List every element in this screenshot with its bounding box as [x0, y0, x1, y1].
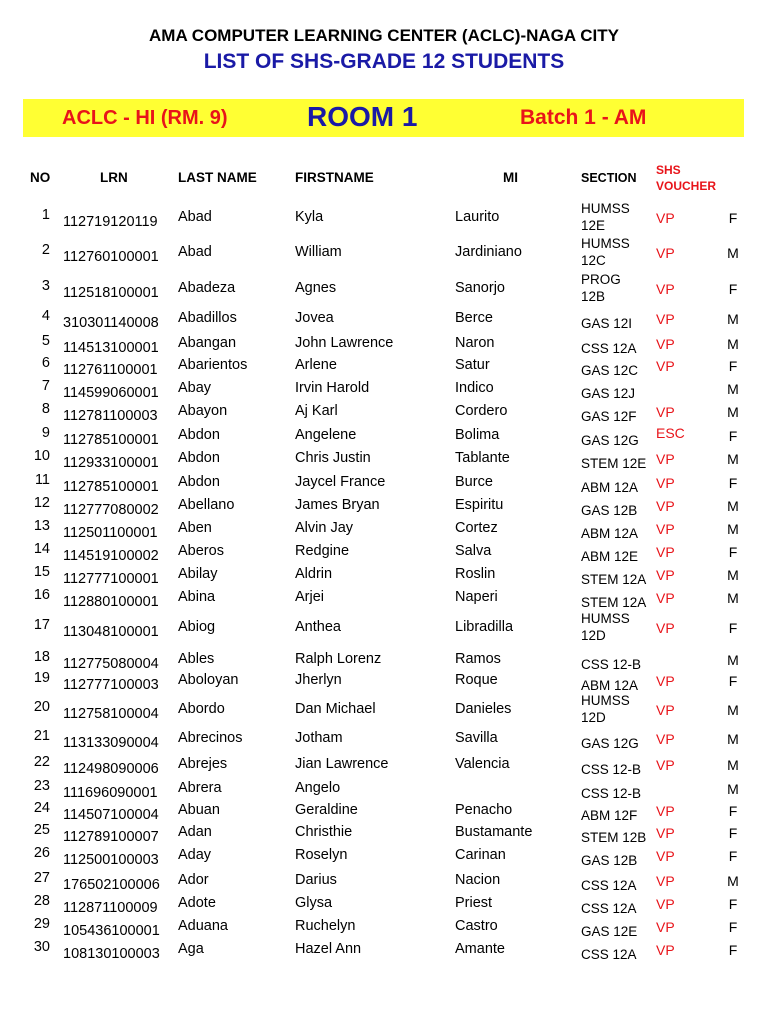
lrn-cell: 112777100001: [63, 571, 159, 587]
middle-name-cell: Valencia: [455, 756, 510, 772]
middle-name-cell: Castro: [455, 918, 498, 934]
voucher-cell: VP: [656, 848, 675, 864]
sex-cell: M: [727, 404, 739, 420]
row-number: 14: [33, 541, 50, 557]
row-number: 27: [33, 870, 50, 886]
middle-name-cell: Laurito: [455, 209, 500, 225]
last-name-cell: Abadeza: [178, 280, 236, 296]
first-name-cell: Roselyn: [295, 847, 348, 863]
sex-cell: M: [727, 336, 739, 352]
row-number: 15: [33, 564, 50, 580]
first-name-cell: Ruchelyn: [295, 918, 356, 934]
section-cell: HUMSS 12D: [581, 693, 630, 725]
voucher-cell: VP: [656, 942, 675, 958]
last-name-cell: Abangan: [178, 335, 237, 351]
section-cell: ABM 12E: [581, 549, 639, 564]
lrn-cell: 114599060001: [63, 385, 159, 401]
first-name-cell: John Lawrence: [295, 335, 394, 351]
voucher-cell: VP: [656, 336, 675, 352]
lrn-cell: 112777080002: [63, 502, 159, 518]
last-name-cell: Abordo: [178, 701, 225, 717]
lrn-cell: 112775080004: [63, 656, 159, 672]
voucher-cell: VP: [656, 498, 675, 514]
section-cell: GAS 12G: [581, 736, 639, 751]
voucher-cell: VP: [656, 673, 675, 689]
first-name-cell: Irvin Harold: [295, 380, 370, 396]
first-name-cell: William: [295, 244, 342, 260]
last-name-cell: Aday: [178, 847, 212, 863]
first-name-cell: Angelene: [295, 427, 357, 443]
lrn-cell: 112933100001: [63, 455, 159, 471]
section-cell: GAS 12B: [581, 853, 638, 868]
sex-cell: M: [727, 757, 739, 773]
sex-cell: M: [727, 781, 739, 797]
column-header-voucher: SHS VOUCHER: [656, 163, 717, 193]
middle-name-cell: Tablante: [455, 450, 510, 466]
section-cell: ABM 12F: [581, 808, 638, 823]
last-name-cell: Abrera: [178, 780, 222, 796]
column-header-last-name: LAST NAME: [178, 170, 257, 185]
sex-cell: M: [727, 873, 739, 889]
section-cell: ABM 12A: [581, 480, 639, 495]
section-cell: GAS 12J: [581, 386, 636, 401]
voucher-cell: VP: [656, 245, 675, 261]
middle-name-cell: Roslin: [455, 566, 496, 582]
first-name-cell: Darius: [295, 872, 337, 888]
voucher-cell: VP: [656, 590, 675, 606]
last-name-cell: Abayon: [178, 403, 228, 419]
middle-name-cell: Cortez: [455, 520, 498, 536]
first-name-cell: Jherlyn: [295, 672, 342, 688]
sex-cell: M: [727, 702, 739, 718]
sex-cell: F: [728, 544, 738, 560]
middle-name-cell: Satur: [455, 357, 490, 373]
first-name-cell: Agnes: [295, 280, 337, 296]
sex-cell: F: [728, 825, 738, 841]
section-cell: ABM 12A: [581, 678, 639, 693]
last-name-cell: Ables: [178, 651, 215, 667]
lrn-cell: 112760100001: [63, 249, 159, 265]
lrn-cell: 114519100002: [63, 548, 159, 564]
last-name-cell: Aben: [178, 520, 212, 536]
voucher-cell: VP: [656, 702, 675, 718]
middle-name-cell: Nacion: [455, 872, 501, 888]
row-number: 19: [33, 670, 50, 686]
sex-cell: M: [727, 652, 739, 668]
section-cell: GAS 12G: [581, 433, 639, 448]
first-name-cell: Jaycel France: [295, 474, 386, 490]
last-name-cell: Abad: [178, 209, 212, 225]
row-number: 10: [33, 448, 50, 464]
last-name-cell: Abad: [178, 244, 212, 260]
lrn-cell: 112880100001: [63, 594, 159, 610]
sex-cell: M: [727, 245, 739, 261]
last-name-cell: Adan: [178, 824, 212, 840]
section-cell: GAS 12C: [581, 363, 639, 378]
section-cell: CSS 12-B: [581, 786, 642, 801]
lrn-cell: 112761100001: [63, 362, 158, 378]
sex-cell: M: [727, 451, 739, 467]
middle-name-cell: Burce: [455, 474, 493, 490]
middle-name-cell: Bolima: [455, 427, 500, 443]
first-name-cell: Geraldine: [295, 802, 358, 818]
sex-cell: F: [728, 673, 738, 689]
first-name-cell: Alvin Jay: [295, 520, 354, 536]
section-cell: HUMSS 12D: [581, 611, 630, 643]
row-number: 1: [41, 207, 50, 223]
sex-cell: F: [728, 210, 738, 226]
row-number: 29: [33, 916, 50, 932]
first-name-cell: Arjei: [295, 589, 325, 605]
lrn-cell: 112777100003: [63, 677, 159, 693]
lrn-cell: 113048100001: [63, 624, 159, 640]
lrn-cell: 310301140008: [63, 315, 159, 331]
row-number: 3: [41, 278, 50, 294]
sex-cell: F: [728, 848, 738, 864]
section-cell: CSS 12A: [581, 878, 637, 893]
sex-cell: F: [728, 896, 738, 912]
first-name-cell: Jovea: [295, 310, 334, 326]
first-name-cell: Glysa: [295, 895, 333, 911]
last-name-cell: Abina: [178, 589, 216, 605]
sex-cell: F: [728, 475, 738, 491]
middle-name-cell: Danieles: [455, 701, 512, 717]
middle-name-cell: Jardiniano: [455, 244, 522, 260]
sex-cell: F: [728, 428, 738, 444]
first-name-cell: Aldrin: [295, 566, 333, 582]
middle-name-cell: Savilla: [455, 730, 498, 746]
first-name-cell: Hazel Ann: [295, 941, 362, 957]
voucher-cell: VP: [656, 281, 675, 297]
section-cell: CSS 12A: [581, 341, 637, 356]
row-number: 6: [41, 355, 50, 371]
row-number: 25: [33, 822, 50, 838]
first-name-cell: Aj Karl: [295, 403, 338, 419]
last-name-cell: Abay: [178, 380, 212, 396]
middle-name-cell: Priest: [455, 895, 493, 911]
sex-cell: M: [727, 567, 739, 583]
section-cell: CSS 12-B: [581, 657, 642, 672]
sex-cell: M: [727, 590, 739, 606]
voucher-cell: VP: [656, 620, 675, 636]
sex-cell: F: [728, 620, 738, 636]
last-name-cell: Abrecinos: [178, 730, 243, 746]
section-cell: STEM 12E: [581, 456, 647, 471]
voucher-cell: VP: [656, 475, 675, 491]
first-name-cell: Jian Lawrence: [295, 756, 389, 772]
section-cell: PROG 12B: [581, 272, 621, 304]
section-cell: CSS 12A: [581, 947, 637, 962]
section-cell: GAS 12B: [581, 503, 638, 518]
lrn-cell: 111696090001: [63, 785, 158, 801]
voucher-cell: VP: [656, 544, 675, 560]
row-number: 22: [33, 754, 50, 770]
last-name-cell: Aduana: [178, 918, 228, 934]
row-number: 28: [33, 893, 50, 909]
section-cell: CSS 12-B: [581, 762, 642, 777]
sex-cell: M: [727, 498, 739, 514]
row-number: 16: [33, 587, 50, 603]
first-name-cell: James Bryan: [295, 497, 380, 513]
row-number: 17: [33, 617, 50, 633]
row-number: 13: [33, 518, 50, 534]
sex-cell: F: [728, 358, 738, 374]
banner-batch: Batch 1 - AM: [520, 106, 647, 129]
row-number: 2: [41, 242, 50, 258]
first-name-cell: Redgine: [295, 543, 350, 559]
middle-name-cell: Indico: [455, 380, 494, 396]
first-name-cell: Anthea: [295, 619, 341, 635]
last-name-cell: Aberos: [178, 543, 224, 559]
middle-name-cell: Salva: [455, 543, 492, 559]
first-name-cell: Angelo: [295, 780, 341, 796]
first-name-cell: Christhie: [295, 824, 353, 840]
row-number: 7: [41, 378, 50, 394]
school-title: AMA COMPUTER LEARNING CENTER (ACLC)-NAGA CITY: [149, 26, 619, 45]
voucher-cell: VP: [656, 404, 675, 420]
last-name-cell: Abellano: [178, 497, 235, 513]
lrn-cell: 112758100004: [63, 706, 159, 722]
voucher-cell: VP: [656, 803, 675, 819]
voucher-cell: VP: [656, 757, 675, 773]
voucher-cell: VP: [656, 896, 675, 912]
row-number: 30: [33, 939, 50, 955]
banner-location: ACLC - HI (RM. 9): [62, 107, 228, 129]
first-name-cell: Kyla: [295, 209, 324, 225]
lrn-cell: 112785100001: [63, 479, 159, 495]
sex-cell: F: [728, 942, 738, 958]
section-cell: GAS 12F: [581, 409, 637, 424]
lrn-cell: 105436100001: [63, 923, 160, 939]
lrn-cell: 112785100001: [63, 432, 159, 448]
first-name-cell: Jotham: [295, 730, 343, 746]
voucher-cell: VP: [656, 210, 675, 226]
last-name-cell: Abrejes: [178, 756, 228, 772]
last-name-cell: Aboloyan: [178, 672, 239, 688]
lrn-cell: 114507100004: [63, 807, 159, 823]
lrn-cell: 112871100009: [63, 900, 158, 916]
middle-name-cell: Sanorjo: [455, 280, 505, 296]
voucher-cell: VP: [656, 311, 675, 327]
lrn-cell: 112500100003: [63, 852, 159, 868]
section-cell: GAS 12I: [581, 316, 633, 331]
voucher-cell: VP: [656, 521, 675, 537]
column-header-mi: MI: [503, 170, 518, 185]
voucher-cell: VP: [656, 358, 675, 374]
last-name-cell: Ador: [178, 872, 209, 888]
row-number: 8: [41, 401, 50, 417]
section-cell: ABM 12A: [581, 526, 639, 541]
middle-name-cell: Carinan: [455, 847, 506, 863]
voucher-cell: VP: [656, 825, 675, 841]
sex-cell: M: [727, 521, 739, 537]
row-number: 23: [33, 778, 50, 794]
lrn-cell: 112518100001: [63, 285, 159, 301]
voucher-cell: VP: [656, 919, 675, 935]
middle-name-cell: Roque: [455, 672, 498, 688]
voucher-cell: VP: [656, 873, 675, 889]
lrn-cell: 112501100001: [63, 525, 158, 541]
banner-room: ROOM 1: [307, 101, 418, 132]
lrn-cell: 112789100007: [63, 829, 159, 845]
row-number: 26: [33, 845, 50, 861]
row-number: 9: [41, 425, 50, 441]
last-name-cell: Abdon: [178, 427, 220, 443]
lrn-cell: 112781100003: [63, 408, 158, 424]
section-cell: HUMSS 12E: [581, 201, 630, 233]
last-name-cell: Abarientos: [178, 357, 248, 373]
row-number: 24: [33, 800, 50, 816]
sex-cell: F: [728, 919, 738, 935]
lrn-cell: 114513100001: [63, 340, 159, 356]
sex-cell: M: [727, 731, 739, 747]
row-number: 11: [34, 472, 50, 488]
middle-name-cell: Amante: [455, 941, 505, 957]
lrn-cell: 112498090006: [63, 761, 159, 777]
middle-name-cell: Penacho: [455, 802, 513, 818]
voucher-cell: VP: [656, 567, 675, 583]
last-name-cell: Abilay: [178, 566, 218, 582]
voucher-cell: VP: [656, 451, 675, 467]
middle-name-cell: Berce: [455, 310, 493, 326]
sex-cell: F: [728, 281, 738, 297]
column-header-lrn: LRN: [100, 170, 128, 185]
last-name-cell: Abdon: [178, 450, 220, 466]
row-number: 5: [41, 333, 50, 349]
column-header-section: SECTION: [581, 171, 637, 185]
middle-name-cell: Cordero: [455, 403, 508, 419]
section-cell: STEM 12A: [581, 572, 647, 587]
section-cell: GAS 12E: [581, 924, 638, 939]
sex-cell: F: [728, 803, 738, 819]
first-name-cell: Dan Michael: [295, 701, 376, 717]
section-cell: CSS 12A: [581, 901, 637, 916]
voucher-cell: ESC: [656, 425, 685, 441]
first-name-cell: Ralph Lorenz: [295, 651, 382, 667]
lrn-cell: 108130100003: [63, 946, 160, 962]
section-cell: STEM 12A: [581, 595, 647, 610]
column-header-no: NO: [30, 170, 51, 185]
sex-cell: M: [727, 381, 739, 397]
last-name-cell: Aga: [178, 941, 204, 957]
middle-name-cell: Espiritu: [455, 497, 504, 513]
lrn-cell: 113133090004: [63, 735, 159, 751]
middle-name-cell: Bustamante: [455, 824, 533, 840]
sex-cell: M: [727, 311, 739, 327]
first-name-cell: Chris Justin: [295, 450, 371, 466]
column-header-first-name: FIRSTNAME: [295, 170, 374, 185]
voucher-cell: VP: [656, 731, 675, 747]
row-number: 18: [33, 649, 50, 665]
middle-name-cell: Ramos: [455, 651, 501, 667]
middle-name-cell: Naron: [455, 335, 495, 351]
last-name-cell: Adote: [178, 895, 216, 911]
last-name-cell: Abadillos: [178, 310, 237, 326]
middle-name-cell: Libradilla: [455, 619, 514, 635]
row-number: 21: [33, 728, 50, 744]
last-name-cell: Abiog: [178, 619, 216, 635]
lrn-cell: 112719120119: [63, 214, 158, 230]
row-number: 12: [33, 495, 50, 511]
last-name-cell: Abdon: [178, 474, 220, 490]
lrn-cell: 176502100006: [63, 877, 160, 893]
row-number: 20: [33, 699, 50, 715]
section-cell: STEM 12B: [581, 830, 647, 845]
row-number: 4: [41, 308, 50, 324]
middle-name-cell: Naperi: [455, 589, 498, 605]
first-name-cell: Arlene: [295, 357, 337, 373]
section-cell: HUMSS 12C: [581, 236, 630, 268]
list-title: LIST OF SHS-GRADE 12 STUDENTS: [203, 50, 565, 73]
last-name-cell: Abuan: [178, 802, 220, 818]
